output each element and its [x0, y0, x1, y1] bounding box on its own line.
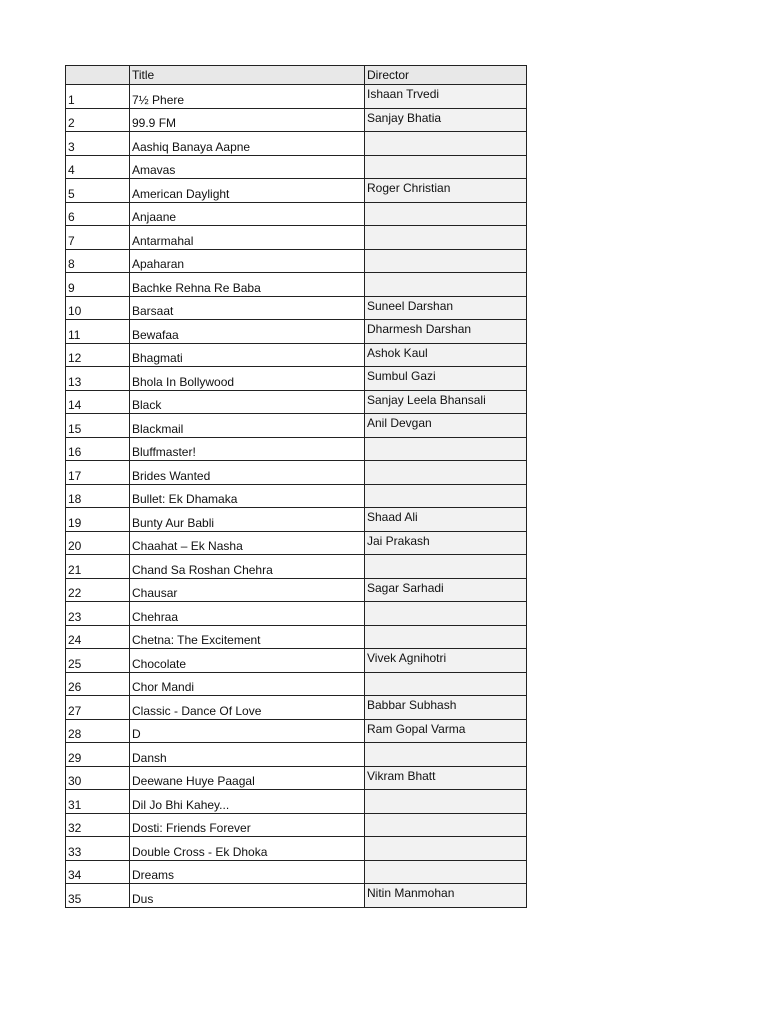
director-cell: Vivek Agnihotri — [365, 649, 527, 673]
director-cell: Jai Prakash — [365, 531, 527, 555]
director-cell — [365, 625, 527, 649]
film-title-cell: Apaharan — [130, 249, 365, 273]
film-title-cell: Chausar — [130, 578, 365, 602]
table-row — [66, 531, 527, 555]
table-row — [66, 649, 527, 673]
film-title-cell: Dus — [130, 884, 365, 908]
row-number-cell: 1 — [66, 85, 130, 109]
row-number-cell: 18 — [66, 484, 130, 508]
film-title-cell: Double Cross - Ek Dhoka — [130, 837, 365, 861]
film-title-cell: Amavas — [130, 155, 365, 179]
table-row — [66, 343, 527, 367]
film-title-cell: Bullet: Ek Dhamaka — [130, 484, 365, 508]
row-number-cell: 21 — [66, 555, 130, 579]
table-row — [66, 790, 527, 814]
table-row — [66, 484, 527, 508]
header-row — [66, 66, 527, 85]
row-number-cell: 4 — [66, 155, 130, 179]
row-number-cell: 20 — [66, 531, 130, 555]
table-row — [66, 602, 527, 626]
director-cell: Ram Gopal Varma — [365, 719, 527, 743]
director-cell — [365, 437, 527, 461]
table-row — [66, 390, 527, 414]
row-number-cell: 5 — [66, 179, 130, 203]
row-number-cell: 2 — [66, 108, 130, 132]
table-row — [66, 555, 527, 579]
director-cell: Nitin Manmohan — [365, 884, 527, 908]
row-number-cell: 35 — [66, 884, 130, 908]
table-row — [66, 202, 527, 226]
row-number-cell: 30 — [66, 766, 130, 790]
director-cell — [365, 226, 527, 250]
film-title-cell: D — [130, 719, 365, 743]
director-cell — [365, 860, 527, 884]
row-number-cell: 6 — [66, 202, 130, 226]
table-row — [66, 625, 527, 649]
director-cell: Sumbul Gazi — [365, 367, 527, 391]
row-number-cell: 31 — [66, 790, 130, 814]
director-cell: Shaad Ali — [365, 508, 527, 532]
film-title-cell: Dreams — [130, 860, 365, 884]
row-number-cell: 16 — [66, 437, 130, 461]
row-number-cell: 19 — [66, 508, 130, 532]
table-row — [66, 85, 527, 109]
row-number-cell: 28 — [66, 719, 130, 743]
film-title-cell: Bunty Aur Babli — [130, 508, 365, 532]
director-cell: Sanjay Bhatia — [365, 108, 527, 132]
table-row — [66, 155, 527, 179]
row-number-cell: 23 — [66, 602, 130, 626]
film-title-cell: Dil Jo Bhi Kahey... — [130, 790, 365, 814]
director-cell — [365, 790, 527, 814]
table-row — [66, 860, 527, 884]
film-title-cell: 7½ Phere — [130, 85, 365, 109]
table-row — [66, 696, 527, 720]
director-cell: Anil Devgan — [365, 414, 527, 438]
table-row — [66, 108, 527, 132]
table-body — [66, 85, 527, 908]
row-number-cell: 10 — [66, 296, 130, 320]
row-number-cell: 26 — [66, 672, 130, 696]
director-cell — [365, 602, 527, 626]
row-number-cell: 22 — [66, 578, 130, 602]
table-row — [66, 766, 527, 790]
director-cell — [365, 461, 527, 485]
row-number-cell: 11 — [66, 320, 130, 344]
film-title-cell: Black — [130, 390, 365, 414]
table-row — [66, 578, 527, 602]
film-title-cell: Bachke Rehna Re Baba — [130, 273, 365, 297]
table-row — [66, 884, 527, 908]
director-cell — [365, 743, 527, 767]
row-number-cell: 27 — [66, 696, 130, 720]
film-table — [65, 65, 527, 908]
table-row — [66, 743, 527, 767]
film-title-cell: Blackmail — [130, 414, 365, 438]
film-title-cell: Bhagmati — [130, 343, 365, 367]
film-title-cell: Aashiq Banaya Aapne — [130, 132, 365, 156]
film-title-cell: Dosti: Friends Forever — [130, 813, 365, 837]
header-director-cell: Director — [365, 66, 527, 85]
table-row — [66, 179, 527, 203]
film-title-cell: Deewane Huye Paagal — [130, 766, 365, 790]
row-number-cell: 12 — [66, 343, 130, 367]
director-cell — [365, 132, 527, 156]
director-cell — [365, 273, 527, 297]
row-number-cell: 3 — [66, 132, 130, 156]
film-title-cell: Dansh — [130, 743, 365, 767]
film-title-cell: Anjaane — [130, 202, 365, 226]
film-title-cell: Classic - Dance Of Love — [130, 696, 365, 720]
director-cell — [365, 484, 527, 508]
director-cell: Ashok Kaul — [365, 343, 527, 367]
film-title-cell: Chocolate — [130, 649, 365, 673]
row-number-cell: 29 — [66, 743, 130, 767]
row-number-cell: 14 — [66, 390, 130, 414]
director-cell — [365, 837, 527, 861]
row-number-cell: 34 — [66, 860, 130, 884]
table-row — [66, 249, 527, 273]
row-number-cell: 32 — [66, 813, 130, 837]
table-row — [66, 437, 527, 461]
film-title-cell: American Daylight — [130, 179, 365, 203]
table-row — [66, 813, 527, 837]
director-cell — [365, 249, 527, 273]
row-number-cell: 9 — [66, 273, 130, 297]
director-cell: Suneel Darshan — [365, 296, 527, 320]
row-number-cell: 17 — [66, 461, 130, 485]
film-title-cell: Chand Sa Roshan Chehra — [130, 555, 365, 579]
table-row — [66, 461, 527, 485]
table-row — [66, 273, 527, 297]
director-cell — [365, 813, 527, 837]
table-row — [66, 226, 527, 250]
table-row — [66, 508, 527, 532]
film-title-cell: Chor Mandi — [130, 672, 365, 696]
table-row — [66, 296, 527, 320]
row-number-cell: 8 — [66, 249, 130, 273]
table-row — [66, 719, 527, 743]
row-number-cell: 25 — [66, 649, 130, 673]
table-row — [66, 132, 527, 156]
row-number-cell: 33 — [66, 837, 130, 861]
director-cell — [365, 202, 527, 226]
director-cell — [365, 555, 527, 579]
film-title-cell: Bewafaa — [130, 320, 365, 344]
director-cell: Sanjay Leela Bhansali — [365, 390, 527, 414]
director-cell: Ishaan Trvedi — [365, 85, 527, 109]
table-row — [66, 414, 527, 438]
table-row — [66, 837, 527, 861]
director-cell — [365, 155, 527, 179]
header-number-cell — [66, 66, 130, 85]
director-cell — [365, 672, 527, 696]
table-row — [66, 672, 527, 696]
film-title-cell: Chaahat – Ek Nasha — [130, 531, 365, 555]
row-number-cell: 13 — [66, 367, 130, 391]
director-cell: Babbar Subhash — [365, 696, 527, 720]
director-cell: Sagar Sarhadi — [365, 578, 527, 602]
director-cell: Vikram Bhatt — [365, 766, 527, 790]
table-row — [66, 367, 527, 391]
film-title-cell: Bluffmaster! — [130, 437, 365, 461]
film-title-cell: Brides Wanted — [130, 461, 365, 485]
film-title-cell: Bhola In Bollywood — [130, 367, 365, 391]
film-title-cell: Antarmahal — [130, 226, 365, 250]
row-number-cell: 7 — [66, 226, 130, 250]
table-row — [66, 320, 527, 344]
director-cell: Roger Christian — [365, 179, 527, 203]
director-cell: Dharmesh Darshan — [365, 320, 527, 344]
film-title-cell: 99.9 FM — [130, 108, 365, 132]
film-title-cell: Chehraa — [130, 602, 365, 626]
header-title-cell: Title — [130, 66, 365, 85]
film-title-cell: Chetna: The Excitement — [130, 625, 365, 649]
row-number-cell: 15 — [66, 414, 130, 438]
row-number-cell: 24 — [66, 625, 130, 649]
film-title-cell: Barsaat — [130, 296, 365, 320]
